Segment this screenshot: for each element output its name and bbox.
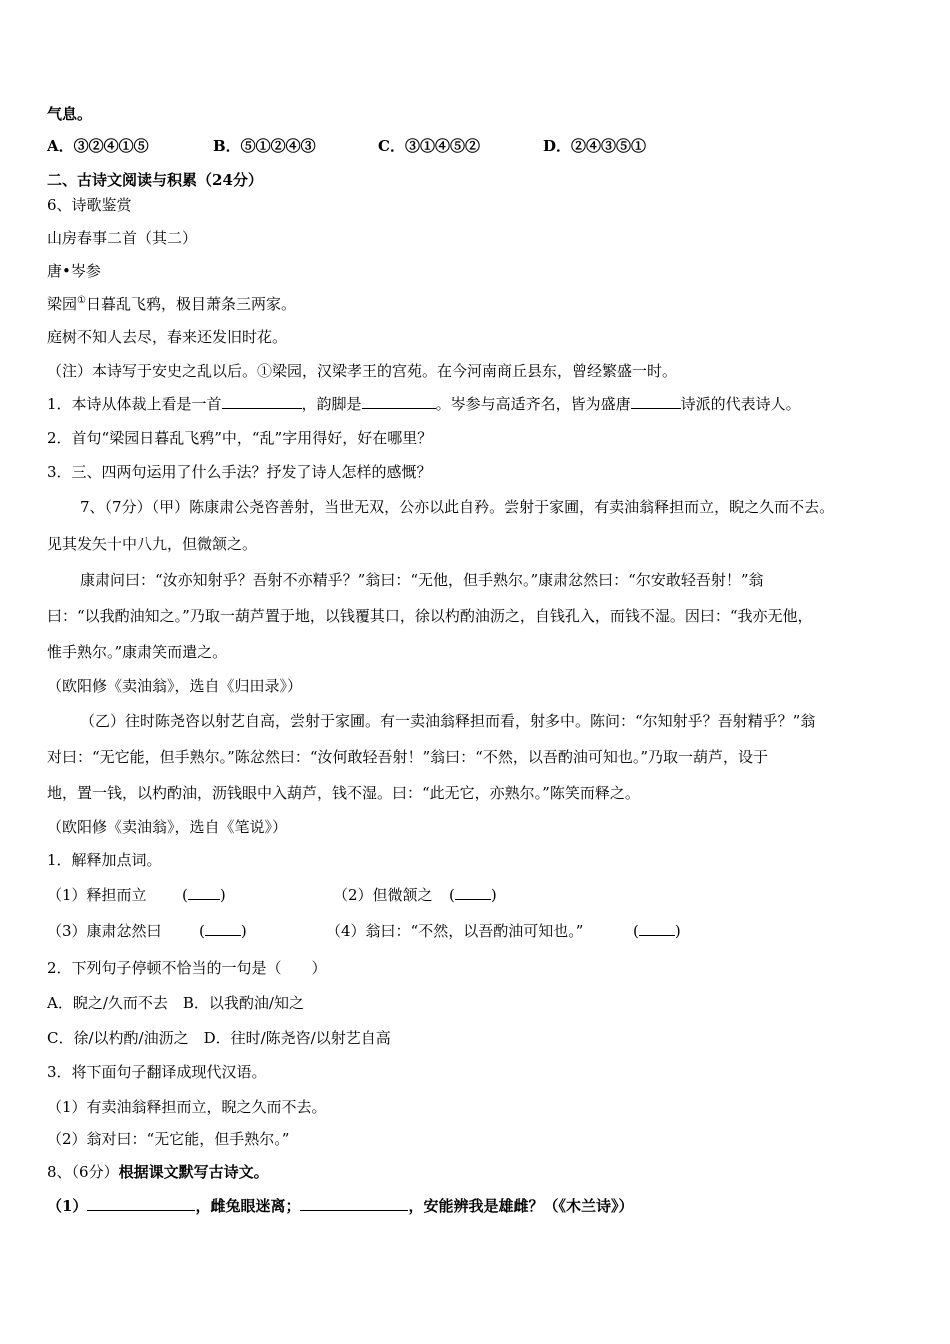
q6-sub-1 bbox=[47, 394, 801, 414]
q7-item-4: （4）翁曰：“不然，以吾酌油可知也。” bbox=[326, 922, 584, 940]
q7-sub-2-options-ab: A．睨之/久而不去 B．以我酌油/知之 bbox=[47, 994, 304, 1012]
q7-source-1: （欧阳修《卖油翁》，选自《归田录》） bbox=[47, 677, 303, 695]
q7-sub-2-head: 2．下列句子停顿不恰当的一句是（ ） bbox=[47, 959, 327, 977]
poem-line-2: 庭树不知人去尽，春来还发旧时花。 bbox=[47, 328, 288, 346]
paren-close: ) bbox=[219, 886, 226, 904]
answer-blank[interactable] bbox=[87, 1196, 195, 1211]
q7-sub-3-item-2: （2）翁对曰：“无它能，但手熟尔。” bbox=[47, 1130, 290, 1148]
paren-open: ( bbox=[182, 886, 188, 904]
q8-title: 根据课文默写古诗文。 bbox=[118, 1163, 269, 1181]
q7-source-2: （欧阳修《卖油翁》，选自《笔说》） bbox=[47, 818, 288, 836]
poem-line-1-b: 日暮乱飞鸦，极目萧条三两家。 bbox=[85, 295, 296, 313]
paren-close: ) bbox=[674, 922, 681, 940]
answer-slot-2[interactable] bbox=[449, 885, 497, 905]
answer-blank[interactable] bbox=[631, 394, 681, 409]
option-b: B．⑤①②④③ bbox=[213, 137, 316, 155]
poem-line-1-a: 梁园 bbox=[47, 295, 78, 313]
answer-blank[interactable] bbox=[188, 885, 220, 900]
q6-sub-1-c: 。岑参与高适齐名，皆为盛唐 bbox=[435, 395, 631, 413]
q8-line-1-b: ，雌兔眼迷离； bbox=[195, 1197, 301, 1215]
q7-sub-3-item-1: （1）有卖油翁释担而立，睨之久而不去。 bbox=[47, 1098, 327, 1116]
q8-line-1-a: （1） bbox=[47, 1197, 88, 1215]
option-a: A．③②④①⑤ bbox=[47, 137, 149, 155]
answer-blank[interactable] bbox=[362, 394, 436, 409]
answer-slot-3[interactable] bbox=[199, 921, 247, 941]
poem-title: 山房春事二首（其二） bbox=[47, 229, 198, 247]
q6-sub-1-d: 诗派的代表诗人。 bbox=[680, 395, 801, 413]
q7-passage-b-line-1: 康肃问曰：“汝亦知射乎？吾射不亦精乎？”翁曰：“无他，但手熟尔。”康肃忿然曰：“尔安敢轻吾射！”翁 bbox=[80, 571, 764, 589]
q8-line-1-c: ，安能辨我是雄雌？（《木兰诗》） bbox=[408, 1197, 634, 1215]
paren-open: ( bbox=[449, 886, 455, 904]
paren-close: ) bbox=[240, 922, 247, 940]
q7-passage-c-line-1: （乙）往时陈尧咨以射艺自高，尝射于家圃。有一卖油翁释担而看，射多中。陈问：“尔知射乎？吾射精乎？”翁 bbox=[80, 712, 816, 730]
answer-blank[interactable] bbox=[455, 885, 491, 900]
q7-sub-3-head: 3．将下面句子翻译成现代汉语。 bbox=[47, 1063, 267, 1081]
q6-sub-2: 2．首句“梁园日暮乱飞鸦”中，“乱”字用得好，好在哪里？ bbox=[47, 429, 433, 447]
poem-note: （注）本诗写于安史之乱以后。①梁园，汉梁孝王的宫苑。在今河南商丘县东，曾经繁盛一时。 bbox=[47, 362, 678, 380]
q7-passage-a-line-1: 7、（7分）（甲）陈康肃公尧咨善射，当世无双，公亦以此自矜。尝射于家圃，有卖油翁释担而立，睨之久而不去。 bbox=[80, 498, 835, 516]
paren-open: ( bbox=[633, 922, 639, 940]
question-6-head: 6、诗歌鉴赏 bbox=[47, 196, 132, 214]
q7-sub-2-options-cd: C．徐/以杓酌/油沥之 D．往时/陈尧咨/以射艺自高 bbox=[47, 1029, 391, 1047]
poem-author: 唐•岑参 bbox=[47, 262, 101, 280]
q6-sub-1-a: 1．本诗从体裁上看是一首 bbox=[47, 395, 222, 413]
q7-passage-b-line-3: 惟手熟尔。”康肃笑而遣之。 bbox=[47, 643, 228, 661]
q7-passage-b-line-2: 曰：“以我酌油知之。”乃取一葫芦置于地，以钱覆其口，徐以杓酌油沥之，自钱孔入，而钱不湿。因曰：“我亦无他， bbox=[47, 607, 813, 625]
q8-line-1 bbox=[47, 1196, 633, 1216]
text-fragment: 气息。 bbox=[47, 105, 93, 123]
answer-blank[interactable] bbox=[300, 1196, 408, 1211]
q7-passage-c-line-2: 对曰：“无它能，但手熟尔。”陈忿然曰：“汝何敢轻吾射！”翁曰：“不然，以吾酌油可知也。”乃取一葫芦，设于 bbox=[47, 748, 769, 766]
answer-slot-4[interactable] bbox=[633, 921, 681, 941]
q8-number: 8、（6分） bbox=[47, 1163, 119, 1181]
option-d: D．②④③⑤① bbox=[543, 137, 647, 155]
answer-slot-1[interactable] bbox=[182, 885, 226, 905]
q7-passage-c-line-3: 地，置一钱，以杓酌油，沥钱眼中入葫芦，钱不湿。曰：“此无它，亦熟尔。”陈笑而释之。 bbox=[47, 784, 640, 802]
answer-blank[interactable] bbox=[639, 921, 675, 936]
answer-blank[interactable] bbox=[205, 921, 241, 936]
q6-sub-1-b: ，韵脚是 bbox=[301, 395, 362, 413]
poem-line-1 bbox=[47, 294, 296, 314]
paren-close: ) bbox=[490, 886, 497, 904]
q6-sub-3: 3．三、四两句运用了什么手法？抒发了诗人怎样的感慨？ bbox=[47, 463, 432, 481]
q7-item-2: （2）但微颔之 bbox=[333, 886, 433, 904]
q7-passage-a-line-2: 见其发矢十中八九，但微颔之。 bbox=[47, 535, 258, 553]
q7-item-3: （3）康肃忿然曰 bbox=[47, 922, 162, 940]
option-c: C．③①④⑤② bbox=[378, 137, 480, 155]
q7-sub-1-head: 1．解释加点词。 bbox=[47, 851, 162, 869]
answer-blank[interactable] bbox=[222, 394, 302, 409]
footnote-marker: ① bbox=[77, 295, 86, 306]
section-title: 二、古诗文阅读与积累（24分） bbox=[47, 171, 263, 189]
q7-item-1: （1）释担而立 bbox=[47, 886, 147, 904]
q8-head bbox=[47, 1162, 269, 1182]
paren-open: ( bbox=[199, 922, 205, 940]
